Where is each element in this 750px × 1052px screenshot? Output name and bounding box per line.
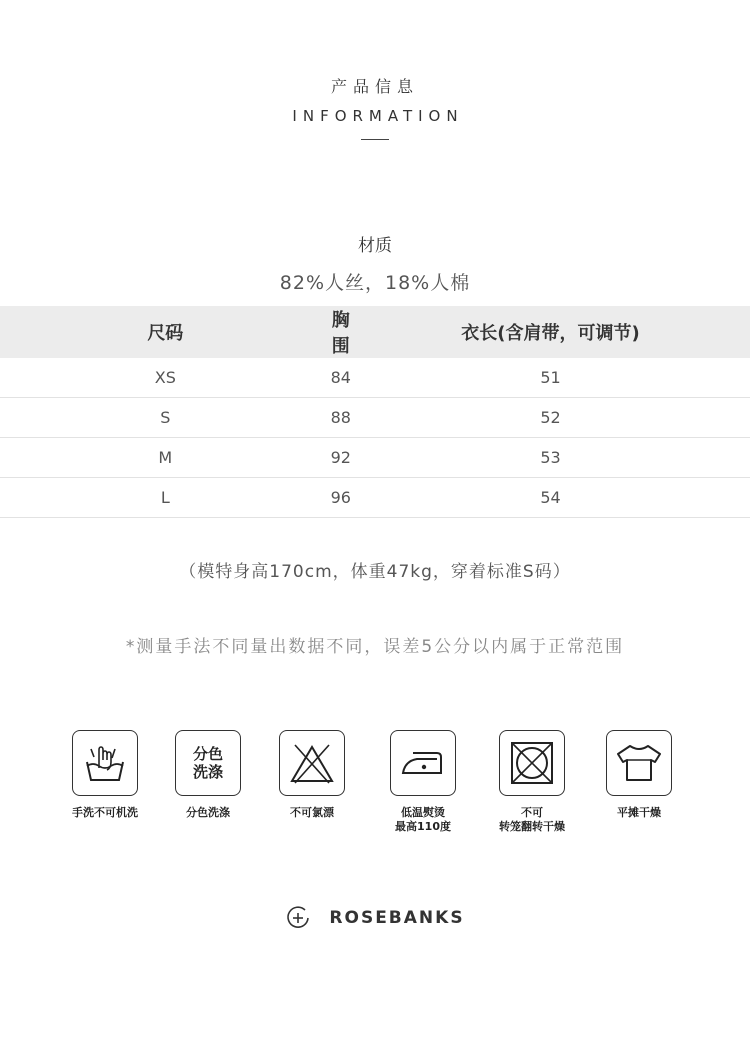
- cell-bust: 84: [331, 358, 351, 398]
- care-item-hand-wash: [50, 730, 160, 820]
- material-label: 材质: [358, 236, 392, 256]
- cell-length: 54: [351, 478, 750, 518]
- section-title-cn: 产品信息: [330, 77, 419, 96]
- header-size: 尺码: [0, 306, 331, 358]
- cell-size: S: [0, 398, 331, 438]
- cell-length: 52: [351, 398, 750, 438]
- care-label: 平摊干燥: [617, 806, 661, 819]
- care-item-low-iron: [368, 730, 478, 834]
- no-bleach-icon: [279, 730, 345, 796]
- header-length: 衣长(含肩带，可调节): [351, 306, 750, 358]
- cell-bust: 92: [331, 438, 351, 478]
- section-title-en: INFORMATION: [292, 107, 464, 125]
- model-note: （模特身高170cm，体重47kg，穿着标准S码）: [179, 562, 571, 582]
- care-item-no-bleach: [257, 730, 367, 820]
- care-label: 不可氯漂: [290, 806, 334, 819]
- material-section: [0, 231, 750, 295]
- cell-size: XS: [0, 358, 331, 398]
- header-divider: [361, 139, 389, 140]
- material-value: 82%人丝，18%人棉: [279, 272, 471, 294]
- separate-wash-text: 分色 洗涤: [192, 745, 223, 781]
- brand-name: ROSEBANKS: [329, 908, 465, 928]
- care-label: 手洗不可机洗: [72, 806, 138, 819]
- care-label: 不可 转笼翻转干燥: [499, 806, 565, 833]
- cell-length: 53: [351, 438, 750, 478]
- flat-dry-icon: [606, 730, 672, 796]
- care-label: 低温熨烫 最高110度: [395, 806, 451, 833]
- size-table: [0, 306, 750, 518]
- separate-wash-icon: [175, 730, 241, 796]
- cell-bust: 88: [331, 398, 351, 438]
- header-bust: 胸围: [331, 306, 351, 358]
- low-iron-icon: [390, 730, 456, 796]
- table-row: [0, 358, 750, 398]
- table-row: [0, 398, 750, 438]
- cell-bust: 96: [331, 478, 351, 518]
- care-item-separate-wash: [153, 730, 263, 820]
- care-label: 分色洗涤: [186, 806, 230, 819]
- brand-footer: [0, 905, 750, 931]
- table-row: [0, 438, 750, 478]
- no-tumble-dry-icon: [499, 730, 565, 796]
- size-table-header: [0, 306, 750, 358]
- table-row: [0, 478, 750, 518]
- circle-plus-icon: [285, 905, 311, 931]
- hand-wash-icon: [72, 730, 138, 796]
- cell-size: L: [0, 478, 331, 518]
- measure-note: *测量手法不同量出数据不同，误差5公分以内属于正常范围: [125, 637, 625, 657]
- section-header: [0, 74, 750, 140]
- care-item-flat-dry: [584, 730, 694, 820]
- cell-size: M: [0, 438, 331, 478]
- care-item-no-tumble-dry: [477, 730, 587, 834]
- cell-length: 51: [351, 358, 750, 398]
